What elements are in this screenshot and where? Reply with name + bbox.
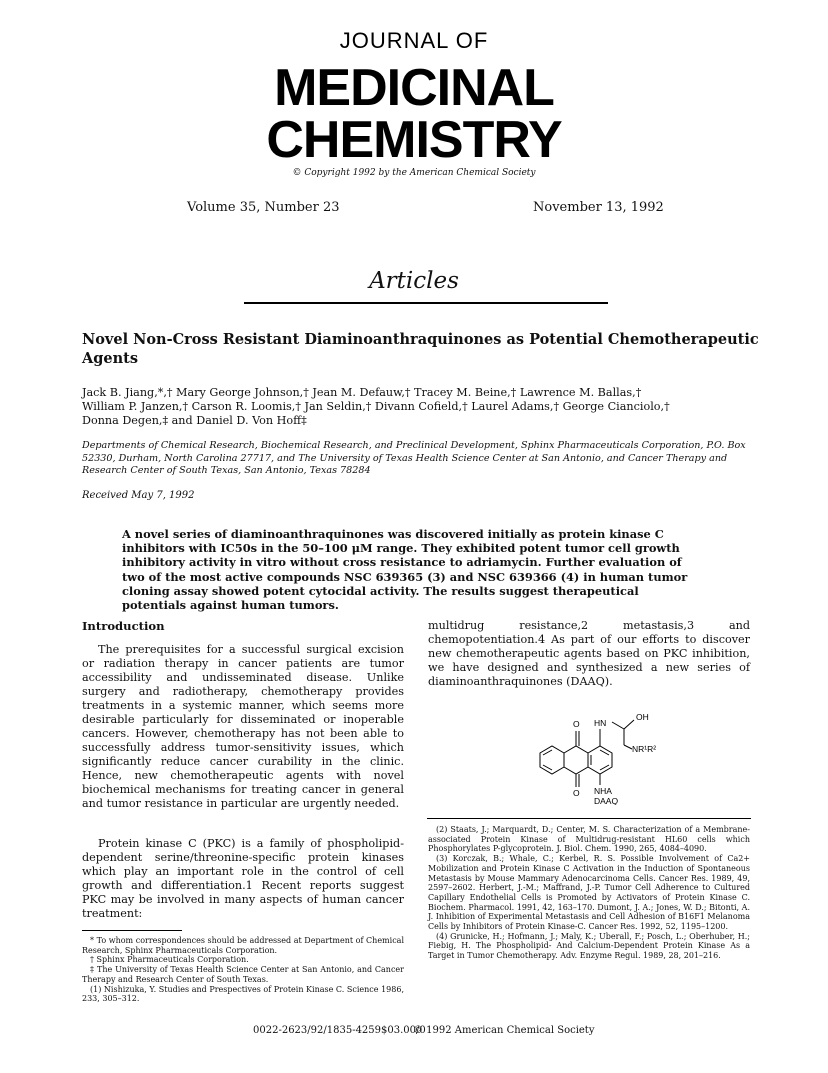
acs-copyright: © 1992 American Chemical Society — [413, 1025, 595, 1036]
article-title: Novel Non-Cross Resistant Diaminoanthraquinones as Potential Chemotherapeutic Agents — [82, 331, 759, 367]
footnote: † Sphinx Pharmaceuticals Corporation. — [90, 955, 249, 965]
section-rule — [244, 302, 608, 304]
daaq-structure-diagram — [520, 705, 740, 805]
structure-label-o-top: O — [573, 719, 580, 729]
journal-of: JOURNAL OF — [339, 28, 489, 53]
structure-label-o-bottom: O — [573, 788, 580, 798]
copyright-line: © Copyright 1992 by the American Chemical Society — [292, 168, 536, 178]
section-heading: Articles — [369, 268, 459, 294]
structure-label-nr: NR¹R² — [632, 744, 657, 754]
intro-paragraph-2: Protein kinase C (PKC) is a family of phospholipid-dependent serine/threonine-specific protein kinases which play an important role in the control of cell growth and differentiation.1 Recent reports suggest PKC may be involved in many aspects of human cancer treatment: — [82, 837, 404, 920]
footnote: ‡ The University of Texas Health Science Center at San Antonio, and Cancer Therapy and Research Center of South Texas. — [82, 965, 404, 984]
received-date: Received May 7, 1992 — [82, 490, 195, 501]
reference: (4) Grunicke, H.; Hofmann, J.; Maly, K.; Uberall, F.; Posch, L.; Oberhuber, H.; Fiebig, H. The Phospholipid- And Calcium-Dependent Protein Kinase As a Target in Tumor Chemotherapy. Adv. Enzyme Regul. 1989, 28, 201–216. — [428, 931, 750, 961]
intro-paragraph-1: The prerequisites for a successful surgical excision or radiation therapy in cancer patients are tumor accessibility and undisseminated disease. Unlike surgery and radiotherapy, chemotherapy provides treatments in a systemic manner, which seems more desirable particularly for disseminated or inoperable cancers. However, chemotherapy has not been able to successfully address tumor-sensitivity issues, which significantly reduce cancer curability in the clinic. Hence, new chemotherapeutic agents with novel biochemical mechanisms for treating cancer in general and tumor resistance in particular are urgently needed. — [82, 643, 404, 810]
footnote: (1) Nishizuka, Y. Studies and Prespectives of Protein Kinase C. Science 1986, 233, 305–312. — [82, 984, 404, 1004]
middle-ring — [564, 746, 588, 774]
intro-heading: Introduction — [82, 619, 165, 633]
reference: (3) Korczak, B.; Whale, C.; Kerbel, R. S. Possible Involvement of Ca2+ Mobilization and Protein Kinase C Activation in the Induction of Spontaneous Metastasis by Mouse Mammary Adenocarcinoma Cells. Cancer Res. 1989, 49, 2597–2602. Herbert, J.-M.; Maffrand, J.-P. Tumor Cell Adherence to Cultured Capillary Endothelial Cells is Promoted by Activators of Protein Kinase C. Biochem. Pharmacol. 1991, 42, 163–170. Dumont, J. A.; Jones, W. D.; Bitonti, A. J. Inhibition of Experimental Metastasis and Cell Adhesion of B16F1 Melanoma Cells by Inhibitors of Protein Kinase-C. Cancer Res. 1992, 52, 1195–1200. — [428, 854, 750, 932]
structure-label-oh: OH — [636, 712, 649, 722]
intro-paragraph-right: multidrug resistance,2 metastasis,3 and chemopotentiation.4 As part of our efforts to discover new chemotherapeutic agents based on PKC inhibition, we have designed and synthesized a new series of diaminoanthraquinones (DAAQ). — [428, 619, 750, 688]
volume-number: Volume 35, Number 23 — [187, 200, 340, 215]
journal-chemistry: CHEMISTRY — [266, 111, 562, 169]
footnote: * To whom correspondences should be addressed at Department of Chemical Research, Sphinx Pharmaceuticals Corporation. — [82, 936, 404, 955]
abstract: A novel series of diaminoanthraquinones was discovered initially as protein kinase C inhibitors with IC50s in the 50–100 μM range. They exhibited potent tumor cell growth inhibitory activity in vitro without cross resistance to adriamycin. Further evaluation of two of the most active compounds NSC 639365 (3) and NSC 639366 (4) in human tumor cloning assay showed potent cytocidal activity. The results suggest therapeutical potentials against human tumors. — [122, 527, 688, 613]
structure-caption: DAAQ — [594, 796, 619, 805]
references-rule — [427, 818, 751, 819]
structure-label-hn: HN — [594, 718, 607, 728]
references — [428, 825, 750, 961]
footnotes — [82, 936, 404, 1004]
author-list: Jack B. Jiang,*,† Mary George Johnson,† Jean M. Defauw,† Tracey M. Beine,† Lawrence M. Ballas,† William P. Janzen,† Carson R. Loomis,† Jan Seldin,† Divann Cofield,† Laurel Adams,† George Cianciolo,† Donna Degen,‡ and Daniel D. Von Hoff‡ — [82, 386, 670, 427]
reference: (2) Staats, J.; Marquardt, D.; Center, M. S. Characterization of a Membrane-associated Protein Kinase of Multidrug-resistant HL60 cells which Phosphorylates P-glycoprotein. J. Biol. Chem. 1990, 265, 4084–4090. — [428, 825, 750, 854]
journal-medicinal: MEDICINAL — [274, 59, 554, 117]
footnote-rule — [82, 930, 182, 931]
affiliations: Departments of Chemical Research, Biochemical Research, and Preclinical Development, Sphinx Pharmaceuticals Corporation, P.O. Box 52330, Durham, North Carolina 27717, and The University of Texas Health Science Center at San Antonio, and Cancer Therapy and Research Center of South Texas, San Antonio, Texas 78284 — [82, 440, 746, 476]
issue-date: November 13, 1992 — [533, 200, 664, 215]
structure-label-nha: NHA — [594, 786, 612, 796]
issn-line: 0022-2623/92/1835-4259$03.00/0 — [253, 1025, 426, 1036]
